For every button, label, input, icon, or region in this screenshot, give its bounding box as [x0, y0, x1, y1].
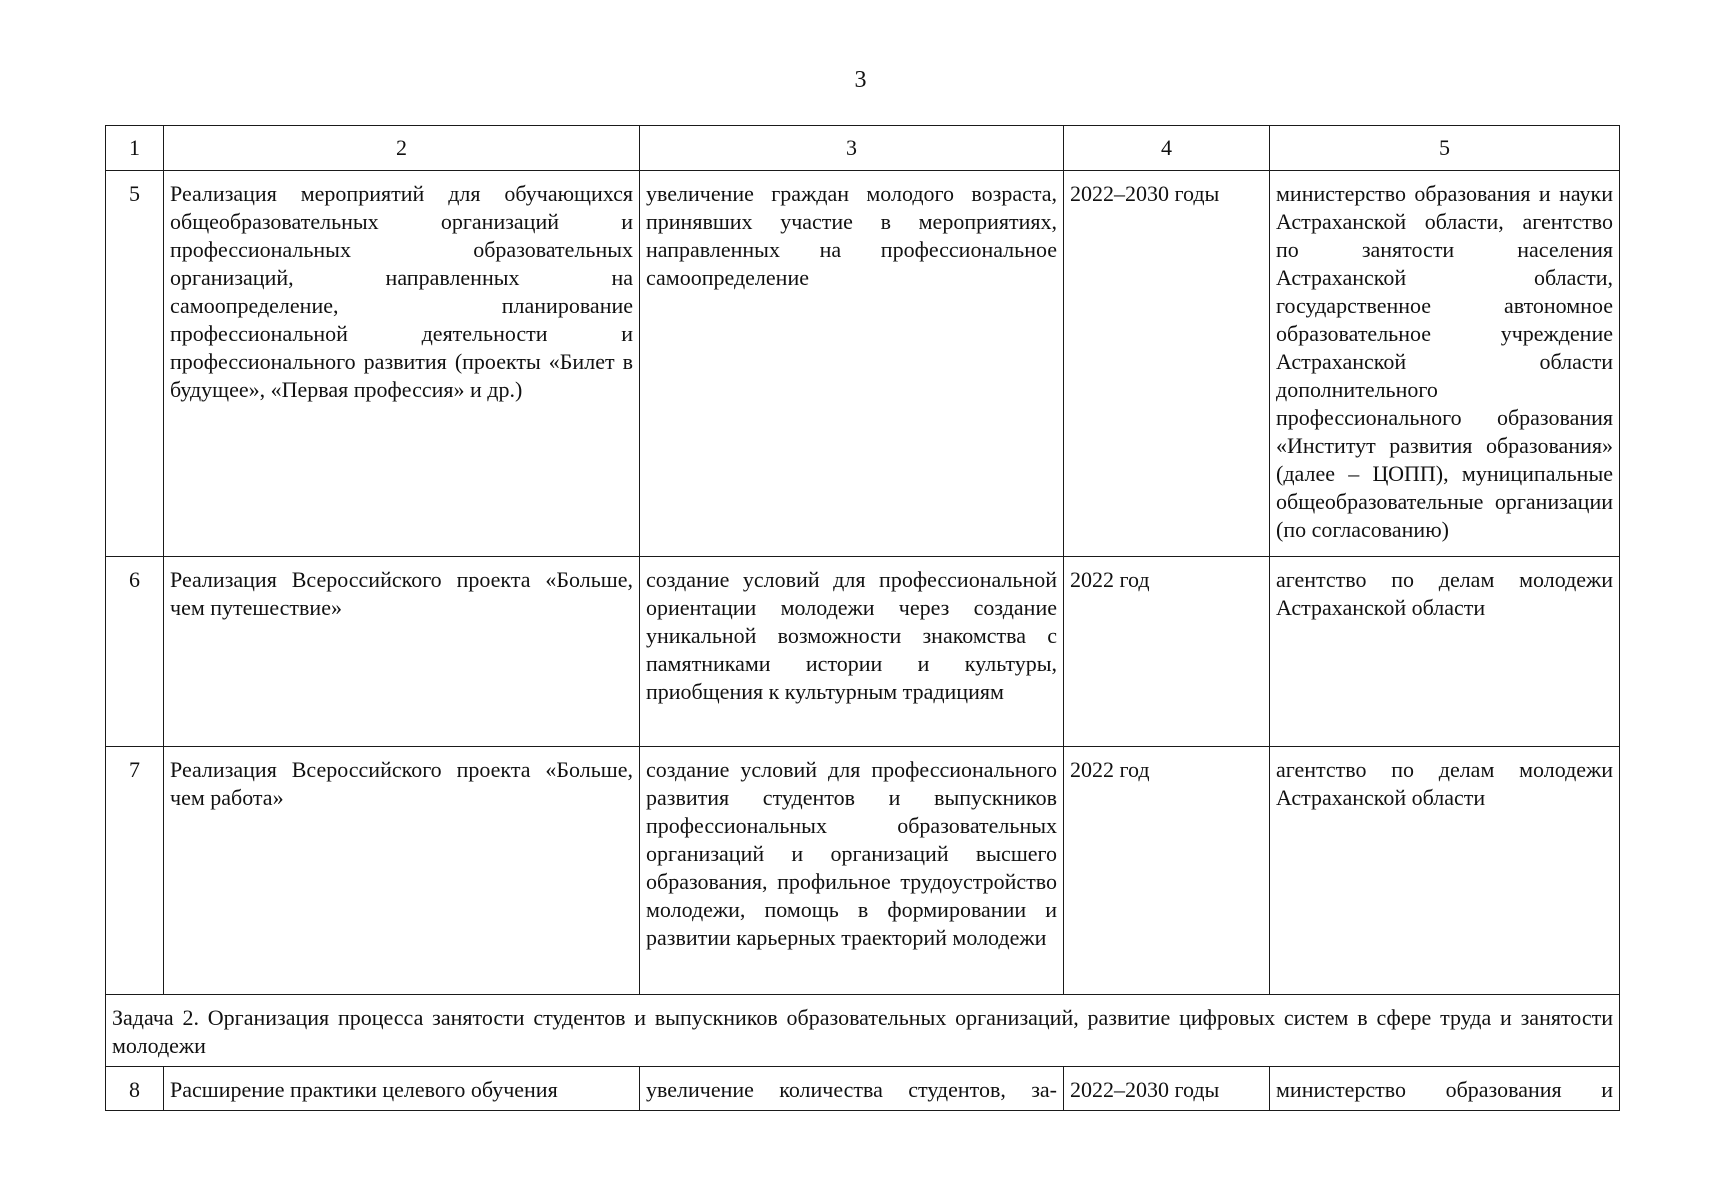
header-col-5: 5 — [1270, 126, 1620, 171]
period-cell: 2022 год — [1064, 747, 1270, 995]
row-number: 7 — [106, 747, 164, 995]
activity-cell: Расширение практики целевого обучения — [164, 1067, 640, 1111]
result-cell — [640, 1067, 1064, 1111]
executor-cell: агентство по делам молодежи Астраханской области — [1270, 557, 1620, 747]
table-row — [106, 557, 1620, 747]
period-cell: 2022 год — [1064, 557, 1270, 747]
header-col-2: 2 — [164, 126, 640, 171]
row-number: 6 — [106, 557, 164, 747]
activity-cell: Реализация Всероссийского проекта «Больше, чем путешествие» — [164, 557, 640, 747]
result-cell: увеличение граждан молодого возраста, принявших участие в мероприятиях, направленных на профессиональное самоопределение — [640, 171, 1064, 557]
result-cell: создание условий для профессионального развития студентов и выпускников профессиональных образовательных организаций и организаций высшего образования, профильное трудоустройство молодежи, помощь в формировании и развитии карьерных траекторий молодежи — [640, 747, 1064, 995]
table-row — [106, 1067, 1620, 1111]
result-cell: создание условий для профессиональной ориентации молодежи через создание уникальной возможности знакомства с памятниками истории и культуры, приобщения к культурным традициям — [640, 557, 1064, 747]
row-number: 8 — [106, 1067, 164, 1111]
page-number: 3 — [854, 67, 867, 93]
header-row — [106, 126, 1620, 171]
executor-cell: министерство образования и науки Астраханской области, агентство по занятости населения Астраханской области, государственное автономное образовательное учреждение Астраханской области дополнительного профессионального образования «Институт развития образования» (далее – ЦОПП), муниципальные общеобразовательные организации (по согласованию) — [1270, 171, 1620, 557]
row-number: 5 — [106, 171, 164, 557]
result-text: увеличение количества студентов, за- — [646, 1077, 1057, 1102]
header-col-1: 1 — [106, 126, 164, 171]
executor-cell — [1270, 1067, 1620, 1111]
period-cell: 2022–2030 годы — [1064, 171, 1270, 557]
activity-cell: Реализация мероприятий для обучающихся общеобразовательных организаций и профессиональных образовательных организаций, направленных на самоопределение, планирование профессиональной деятельности и профессионального развития (проекты «Билет в будущее», «Первая профессия» и др.) — [164, 171, 640, 557]
task-row — [106, 995, 1620, 1067]
executor-text: министерство образования и — [1276, 1077, 1613, 1102]
plan-table — [105, 125, 1620, 1111]
header-col-3: 3 — [640, 126, 1064, 171]
executor-cell: агентство по делам молодежи Астраханской области — [1270, 747, 1620, 995]
table-row — [106, 747, 1620, 995]
table-row — [106, 171, 1620, 557]
period-cell: 2022–2030 годы — [1064, 1067, 1270, 1111]
task-heading: Задача 2. Организация процесса занятости студентов и выпускников образовательных организаций, развитие цифровых систем в сфере труда и занятости молодежи — [106, 995, 1620, 1067]
header-col-4: 4 — [1064, 126, 1270, 171]
activity-cell: Реализация Всероссийского проекта «Больше, чем работа» — [164, 747, 640, 995]
